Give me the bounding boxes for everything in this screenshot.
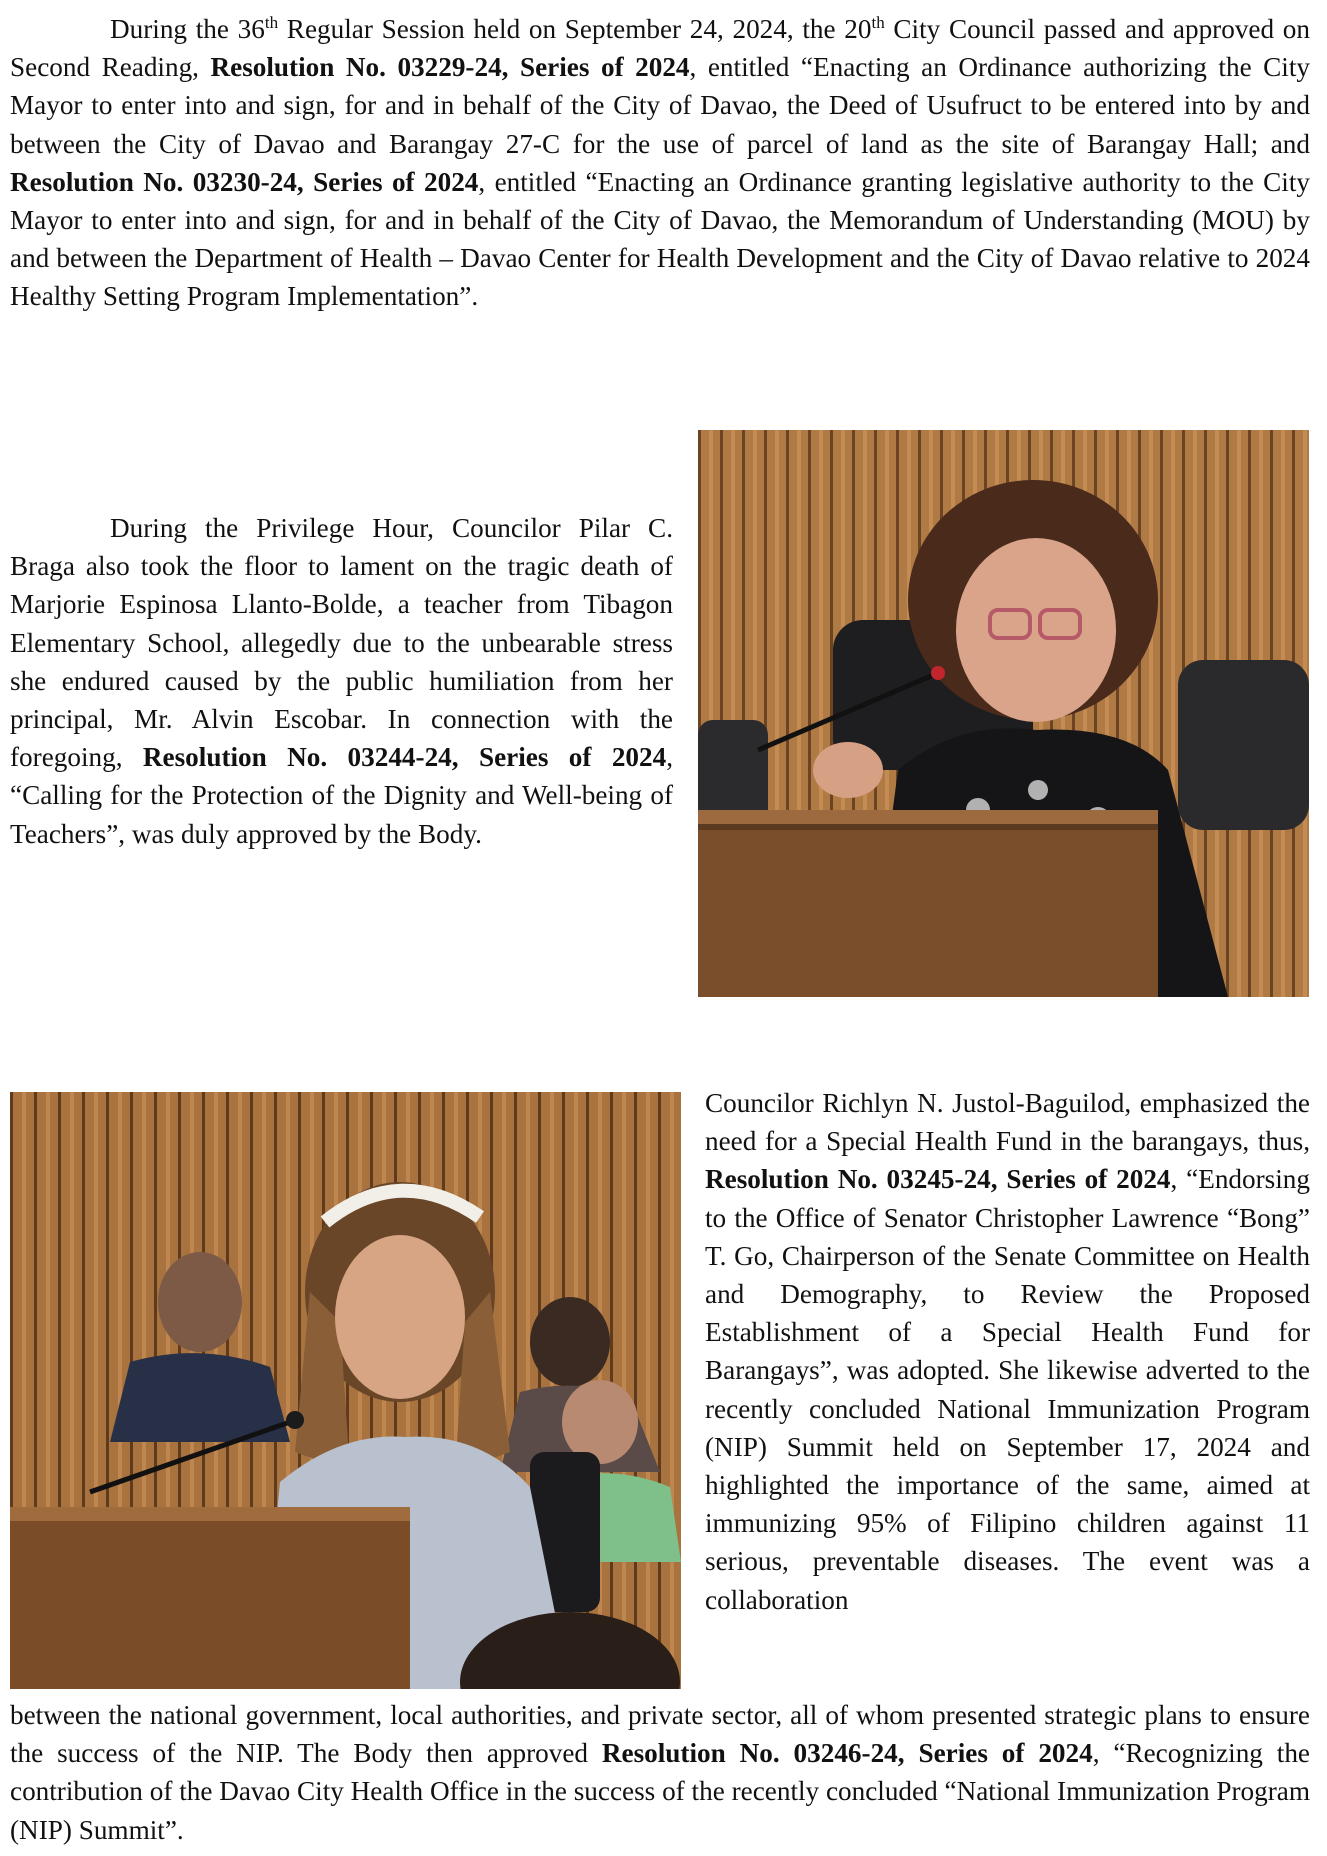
text: between the national government, local authorities, and private sector, all of whom presented strategic plans to ensure the success of the NIP. The Body then approved xyxy=(10,1700,1310,1769)
text: , entitled “Enacting an Ordinance authorizing the City Mayor to enter into and sign, for and in behalf of the City of Davao, the Deed of Usufruct to be entered into by and between the City of Davao and Barangay 27-C for the use of parcel of land as the site of Barangay Hall; and xyxy=(10,52,1311,159)
resolution-ref: Resolution No. 03246-24, Series of 2024 xyxy=(601,1738,1093,1769)
photo-councilor-braga xyxy=(698,430,1309,997)
resolution-ref: Resolution No. 03230-24, Series of 2024 xyxy=(10,166,479,197)
text: During the Privilege Hour, Councilor Pilar C. Braga also took the floor to lament on the tragic death of Marjorie Espinosa Llanto-Bolde, a teacher from Tibagon Elementary School, allegedly due to the unbearable stress she endured caused by the public humiliation from her principal, Mr. Alvin Escobar. In connection with the foregoing, xyxy=(10,513,673,773)
paragraph-privilege-hour xyxy=(10,509,673,853)
text: , “Calling for the Protection of the Dignity and Well-being of Teachers”, was duly approved by the Body. xyxy=(10,742,673,849)
text: , “Endorsing to the Office of Senator Christopher Lawrence “Bong” T. Go, Chairperson of the Senate Committee on Health and Demography, to Review the Proposed Establishment of a Special Health Fund for Barangays”, was adopted. She likewise adverted to the recently concluded National Immunization Program (NIP) Summit held on September 17, 2024 and highlighted the importance of the same, aimed at immunizing 95% of Filipino children against 11 serious, preventable diseases. The event was a collaboration xyxy=(705,1164,1310,1615)
resolution-ref: Resolution No. 03229-24, Series of 2024 xyxy=(210,52,690,83)
superscript: th xyxy=(264,12,279,32)
text: City Council passed and approved on Second Reading, xyxy=(10,14,1310,83)
paragraph-special-health-fund xyxy=(705,1084,1310,1619)
resolution-ref: Resolution No. 03244-24, Series of 2024 xyxy=(142,742,667,773)
text: , entitled “Enacting an Ordinance granting legislative authority to the City Mayor to enter into and sign, for and in behalf of the City of Davao, the Memorandum of Understanding (MOU) by and between the Department of Health – Davao Center for Health Development and the City of Davao relative to 2024 Healthy Setting Program Implementation”. xyxy=(10,166,1310,312)
text: Councilor Richlyn N. Justol-Baguilod, emphasized the need for a Special Health Fund in the barangays, thus, xyxy=(705,1088,1310,1157)
photo-councilor-justol-baguilod xyxy=(10,1092,681,1689)
text: , “Recognizing the contribution of the Davao City Health Office in the success of the recently concluded “National Immunization Program (NIP) Summit”. xyxy=(10,1738,1310,1845)
paragraph-nip-summit xyxy=(10,1696,1310,1849)
text: During the 36 xyxy=(110,14,265,44)
resolution-ref: Resolution No. 03245-24, Series of 2024 xyxy=(705,1164,1171,1195)
superscript: th xyxy=(871,12,885,32)
text: Regular Session held on September 24, 2024, the 20 xyxy=(278,14,872,44)
paragraph-session-resolutions xyxy=(10,10,1310,316)
